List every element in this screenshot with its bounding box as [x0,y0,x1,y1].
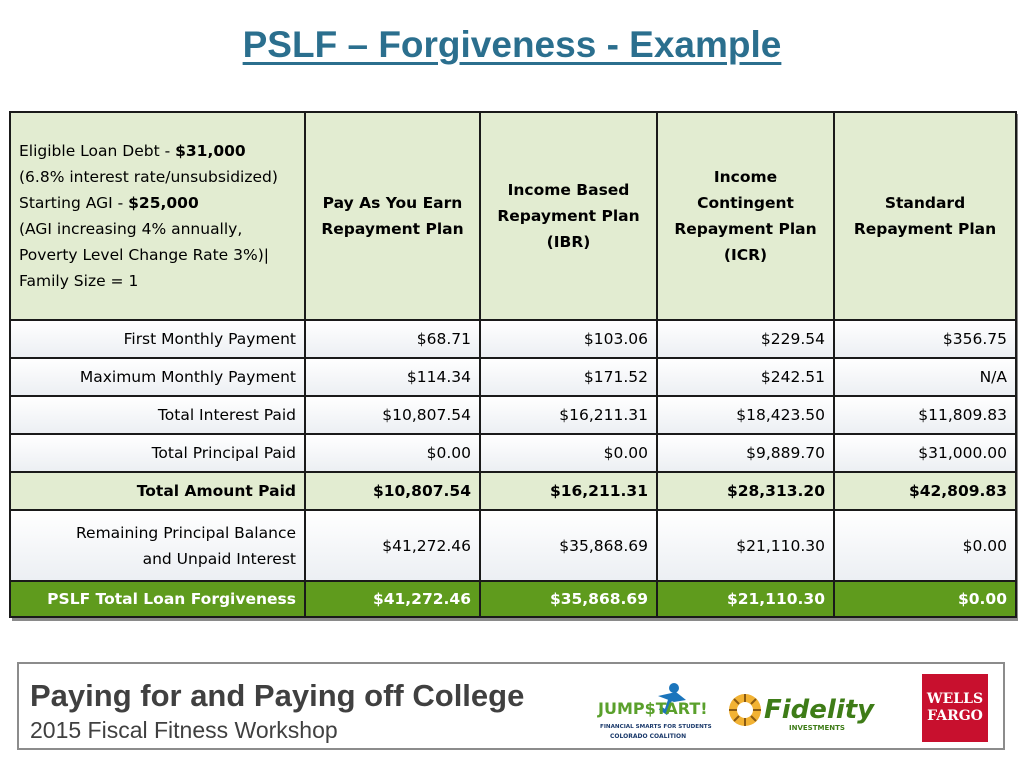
jumpstart-logo-icon [596,678,712,744]
table-cell: N/A [834,358,1016,396]
table-cell: $10,807.54 [305,472,480,510]
table-cell: $41,272.46 [305,581,480,617]
table-cell: $356.75 [834,320,1016,358]
table-cell: $35,868.69 [480,510,657,581]
table-row-maximum-monthly-payment [10,358,1016,396]
table-cell: $10,807.54 [305,396,480,434]
table-cell: $242.51 [657,358,834,396]
column-header-paye: Pay As You Earn Repayment Plan [305,112,480,320]
table-cell: $171.52 [480,358,657,396]
table-cell: $16,211.31 [480,472,657,510]
table-row-remaining-balance [10,510,1016,581]
table-cell: $229.54 [657,320,834,358]
wells-fargo-logo: WELLS FARGO [922,674,988,742]
table-cell: $21,110.30 [657,581,834,617]
column-header-ibr: Income Based Repayment Plan (IBR) [480,112,657,320]
table-cell: $9,889.70 [657,434,834,472]
footer-subtitle: 2015 Fiscal Fitness Workshop [30,717,338,743]
svg-text:FINANCIAL SMARTS FOR STUDENTS: FINANCIAL SMARTS FOR STUDENTS [600,724,712,730]
table-row-pslf-forgiveness [10,581,1016,617]
table-cell: $42,809.83 [834,472,1016,510]
row-label: First Monthly Payment [10,320,305,358]
table-cell: $0.00 [305,434,480,472]
footer-banner [17,662,1005,750]
row-label: Maximum Monthly Payment [10,358,305,396]
table-row-first-monthly-payment [10,320,1016,358]
table-cell: $31,000.00 [834,434,1016,472]
footer-title: Paying for and Paying off College [30,678,525,713]
loan-scenario-description: Eligible Loan Debt - $31,000 (6.8% interest rate/unsubsidized) Starting AGI - $25,000 (AGI increasing 4% annually, Poverty Level Change Rate 3%)| Family Size = 1 [10,112,305,320]
table-row-total-amount-paid [10,472,1016,510]
column-header-standard: Standard Repayment Plan [834,112,1016,320]
fidelity-logo-icon [727,688,887,732]
table-cell: $0.00 [834,581,1016,617]
table-cell: $114.34 [305,358,480,396]
row-label: Total Amount Paid [10,472,305,510]
table-row-total-interest-paid [10,396,1016,434]
row-label: Total Interest Paid [10,396,305,434]
table-cell: $68.71 [305,320,480,358]
column-header-icr: Income Contingent Repayment Plan (ICR) [657,112,834,320]
table-cell: $41,272.46 [305,510,480,581]
table-cell: $35,868.69 [480,581,657,617]
svg-text:Fidelity: Fidelity [764,695,875,725]
table-cell: $21,110.30 [657,510,834,581]
page-title: PSLF – Forgiveness - Example [242,24,782,65]
comparison-table-container [9,111,1015,618]
table-cell: $18,423.50 [657,396,834,434]
repayment-comparison-table [9,111,1017,618]
table-header-row [10,112,1016,320]
table-cell: $16,211.31 [480,396,657,434]
svg-text:JUMP$TART!: JUMP$TART! [598,699,708,718]
svg-text:COLORADO COALITION: COLORADO COALITION [610,733,687,740]
svg-text:INVESTMENTS: INVESTMENTS [789,724,845,732]
table-row-total-principal-paid [10,434,1016,472]
row-label: Total Principal Paid [10,434,305,472]
row-label: PSLF Total Loan Forgiveness [10,581,305,617]
table-cell: $0.00 [834,510,1016,581]
table-cell: $103.06 [480,320,657,358]
table-cell: $0.00 [480,434,657,472]
table-cell: $28,313.20 [657,472,834,510]
row-label: Remaining Principal Balance and Unpaid Interest [10,510,305,581]
table-cell: $11,809.83 [834,396,1016,434]
